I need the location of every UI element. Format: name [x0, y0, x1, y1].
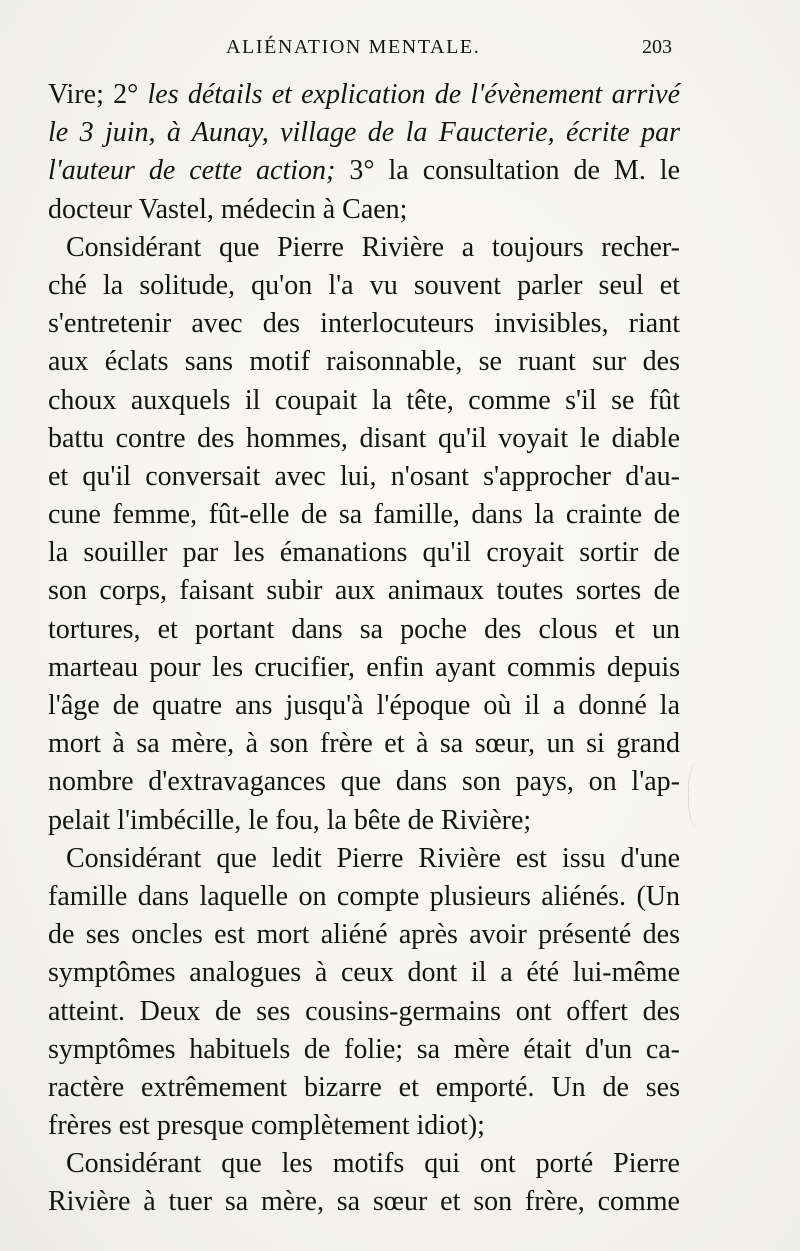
text-segment: Considérant que les motifs qui ont porté Pierre	[66, 1148, 680, 1180]
text-segment: son corps, faisant subir aux animaux toutes sortes de	[48, 575, 680, 607]
text-line	[48, 496, 680, 534]
text-line	[48, 343, 680, 381]
text-line	[48, 649, 680, 687]
text-segment: marteau pour les crucifier, enfin ayant commis depuis	[48, 651, 680, 683]
text-line	[48, 1031, 680, 1069]
text-line	[48, 1145, 680, 1183]
text-line	[48, 954, 680, 992]
text-segment: symptômes habituels de folie; sa mère était d'un ca-	[48, 1033, 680, 1065]
italic-text: l'auteur de cette action;	[48, 155, 336, 187]
text-segment: atteint. Deux de ses cousins-germains ont offert des	[48, 995, 680, 1027]
text-segment: de ses oncles est mort aliéné après avoir présenté des	[48, 919, 680, 951]
text-segment: l'âge de quatre ans jusqu'à l'époque où il a donné la	[48, 690, 680, 721]
text-segment: famille dans laquelle on compte plusieurs aliénés. (Un	[48, 880, 680, 912]
text-line	[48, 916, 680, 954]
text-line	[48, 458, 680, 496]
text-segment: la souiller par les émanations qu'il croyait sortir de	[48, 537, 680, 569]
text-line	[48, 152, 680, 190]
text-line	[48, 229, 680, 267]
text-line	[48, 572, 680, 610]
text-segment: s'entretenir avec des interlocuteurs invisibles, riant	[48, 308, 680, 340]
text-segment: pelait l'imbécille, le fou, la bête de Rivière;	[48, 804, 532, 836]
text-segment: choux auxquels il coupait la tête, comme s'il se fût	[48, 384, 680, 416]
text-line	[48, 687, 680, 725]
text-line	[48, 1069, 680, 1107]
text-segment: 3° la consultation de M. le	[335, 155, 681, 187]
text-segment: docteur Vastel, médecin à Caen;	[48, 193, 408, 225]
text-line	[48, 802, 680, 840]
text-segment: cune femme, fût-elle de sa famille, dans la crainte de	[48, 499, 680, 531]
text-line	[48, 1183, 680, 1221]
italic-text: les détails et explication de l'évènement arrivé	[147, 79, 680, 110]
text-segment: Considérant que Pierre Rivière a toujours recher-	[66, 231, 680, 263]
text-segment: nombre d'extravagances que dans son pays, on l'ap-	[48, 766, 680, 798]
text-line	[48, 191, 680, 229]
text-segment: battu contre des hommes, disant qu'il voyait le diable	[48, 422, 680, 454]
text-segment: mort à sa mère, à son frère et à sa sœur, un si grand	[48, 728, 680, 760]
text-line	[48, 114, 680, 152]
text-segment: Considérant que ledit Pierre Rivière est issu d'une	[66, 842, 680, 874]
text-segment: et qu'il conversait avec lui, n'osant s'approcher d'au-	[48, 460, 680, 492]
text-line	[48, 267, 680, 305]
text-line	[48, 1107, 680, 1145]
text-segment: tortures, et portant dans sa poche des clous et un	[48, 613, 680, 645]
text-line	[48, 725, 680, 763]
text-segment: frères est presque complètement idiot);	[48, 1110, 485, 1142]
text-line	[48, 840, 680, 878]
text-line	[48, 305, 680, 343]
text-line	[48, 534, 680, 572]
text-segment: ché la solitude, qu'on l'a vu souvent parler seul et	[48, 269, 680, 301]
text-line	[48, 420, 680, 458]
text-segment: aux éclats sans motif raisonnable, se ruant sur des	[48, 346, 680, 378]
text-segment: Rivière à tuer sa mère, sa sœur et son frère, comme	[48, 1186, 680, 1218]
text-line	[48, 611, 680, 649]
text-segment: ractère extrêmement bizarre et emporté. Un de ses	[48, 1071, 680, 1103]
text-line	[48, 878, 680, 916]
running-head: ALIÉNATION MENTALE.	[226, 36, 481, 58]
margin-pencil-mark	[688, 760, 719, 830]
body-text	[48, 76, 680, 1222]
text-line	[48, 993, 680, 1031]
text-segment: Vire; 2°	[48, 79, 148, 110]
text-line	[48, 763, 680, 801]
text-line	[48, 76, 680, 114]
page-number: 203	[642, 36, 672, 58]
text-line	[48, 382, 680, 420]
text-segment: symptômes analogues à ceux dont il a été lui-même	[48, 957, 680, 989]
page-header	[48, 30, 680, 70]
italic-text: le 3 juin, à Aunay, village de la Faucterie, écrite par	[48, 117, 680, 149]
